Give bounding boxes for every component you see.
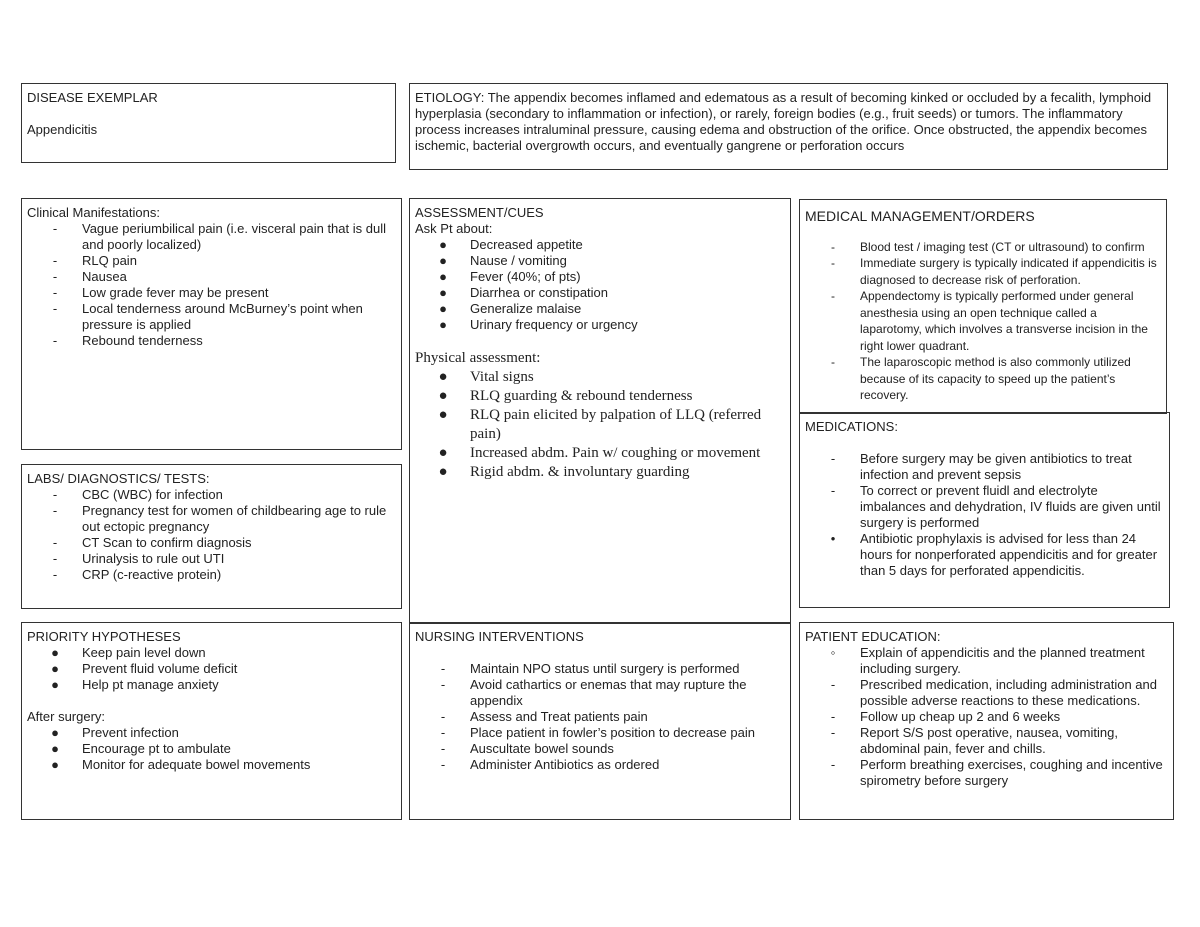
list-item (27, 301, 396, 333)
list-item (415, 661, 785, 677)
list-item (415, 725, 785, 741)
item-text: Pregnancy test for women of childbearing age to rule out ectopic pregnancy (82, 503, 387, 534)
item-text: Report S/S post operative, nausea, vomiting, abdominal pain, fever and chills. (860, 725, 1118, 756)
item-text: Encourage pt to ambulate (82, 741, 231, 756)
list-item (805, 709, 1168, 725)
ask-list (415, 237, 785, 333)
bullet-marker: ● (51, 677, 59, 692)
list-item (415, 741, 785, 757)
item-text: Rebound tenderness (82, 333, 203, 348)
dash-marker: - (440, 709, 446, 724)
item-text: Nausea (82, 269, 127, 284)
item-text: Decreased appetite (470, 237, 583, 252)
list-item (415, 757, 785, 773)
list-item (805, 677, 1168, 709)
item-text: Immediate surgery is typically indicated if appendicitis is diagnosed to decrease risk of perforation. (860, 256, 1157, 287)
medications-box (799, 412, 1170, 608)
bullet-marker: ● (438, 407, 448, 423)
dash-marker: - (52, 269, 58, 284)
after-surgery-title: After surgery: (27, 709, 106, 724)
item-text: RLQ pain (82, 253, 137, 268)
list-item (27, 503, 396, 535)
dash-marker: - (440, 725, 446, 740)
dash-marker: - (52, 551, 58, 566)
medical-management-box (799, 199, 1167, 414)
bullet-marker: ● (51, 645, 59, 660)
physical-list (415, 368, 785, 482)
list-item (27, 285, 396, 301)
bullet-marker: ● (51, 661, 59, 676)
medications-list (805, 451, 1164, 579)
item-text: Prescribed medication, including administration and possible adverse reactions to these medications. (860, 677, 1157, 708)
item-text: Generalize malaise (470, 301, 582, 316)
bullet-marker: ● (439, 253, 447, 268)
bullet-marker: ● (51, 757, 59, 772)
item-text: To correct or prevent fluidl and electrolyte imbalances and dehydration, IV fluids are given until surgery is performed (860, 483, 1161, 530)
item-text: Follow up cheap up 2 and 6 weeks (860, 709, 1061, 724)
priority-title: PRIORITY HYPOTHESES (27, 629, 181, 644)
bullet-marker: ● (51, 741, 59, 756)
item-text: Administer Antibiotics as ordered (470, 757, 660, 772)
list-item (415, 368, 785, 387)
list-item (27, 269, 396, 285)
dash-marker: - (440, 757, 446, 772)
bullet-marker: ● (438, 464, 448, 480)
patient-education-box (799, 622, 1174, 820)
list-item (27, 487, 396, 503)
nursing-list (415, 661, 785, 773)
dash-marker: - (52, 221, 58, 236)
item-text: Maintain NPO status until surgery is performed (470, 661, 740, 676)
disease-exemplar-box (21, 83, 396, 163)
list-item (27, 645, 396, 661)
bullet-marker: • (830, 531, 836, 546)
education-title: PATIENT EDUCATION: (805, 629, 941, 644)
item-text: Explain of appendicitis and the planned treatment including surgery. (860, 645, 1145, 676)
dash-marker: - (52, 535, 58, 550)
after-surgery-list (27, 725, 396, 773)
list-item (805, 531, 1164, 579)
list-item (27, 741, 396, 757)
dash-marker: - (831, 239, 835, 254)
dash-marker: - (830, 677, 836, 692)
bullet-marker: ● (439, 237, 447, 252)
bullet-marker: ● (438, 445, 448, 461)
list-item (27, 221, 396, 253)
dash-marker: - (52, 567, 58, 582)
bullet-marker: ● (51, 725, 59, 740)
item-text: Keep pain level down (82, 645, 206, 660)
list-item (805, 757, 1168, 789)
list-item (805, 255, 1161, 288)
list-item (27, 757, 396, 773)
dash-marker: - (830, 757, 836, 772)
bullet-marker: ● (439, 301, 447, 316)
item-text: RLQ guarding & rebound tenderness (470, 388, 693, 404)
etiology-box (409, 83, 1168, 170)
item-text: Vague periumbilical pain (i.e. visceral pain that is dull and poorly localized) (82, 221, 386, 252)
dash-marker: - (830, 725, 836, 740)
list-item (805, 288, 1161, 354)
item-text: Appendectomy is typically performed under general anesthesia using an open technique called a laparotomy, which involves a transverse incision in the right lower quadrant. (860, 289, 1148, 353)
item-text: Fever (40%; of pts) (470, 269, 581, 284)
dash-marker: - (52, 285, 58, 300)
labs-title: LABS/ DIAGNOSTICS/ TESTS: (27, 471, 210, 486)
dash-marker: - (831, 256, 835, 270)
item-text: Place patient in fowler’s position to decrease pain (470, 725, 755, 740)
dash-marker: - (52, 253, 58, 268)
physical-assessment-section (415, 349, 785, 482)
bullet-marker: ● (438, 369, 448, 385)
labs-diagnostics-box (21, 464, 402, 609)
dash-marker: - (440, 661, 446, 676)
list-item (805, 239, 1161, 256)
dash-marker: - (440, 741, 446, 756)
dash-marker: - (830, 709, 836, 724)
list-item (805, 451, 1164, 483)
item-text: CT Scan to confirm diagnosis (82, 535, 252, 550)
item-text: CBC (WBC) for infection (82, 487, 223, 502)
bullet-marker: ● (439, 317, 447, 332)
priority-hypotheses-box (21, 622, 402, 820)
assessment-title: ASSESSMENT/CUES (415, 205, 544, 220)
disease-name: Appendicitis (27, 122, 98, 137)
clinical-title: Clinical Manifestations: (27, 205, 160, 220)
item-text: Assess and Treat patients pain (470, 709, 648, 724)
item-text: Avoid cathartics or enemas that may rupture the appendix (470, 677, 747, 708)
dash-marker: - (831, 289, 835, 303)
education-list (805, 645, 1168, 789)
etiology-text: ETIOLOGY: The appendix becomes inflamed and edematous as a result of becoming kinked or occluded by a fecalith, lymphoid hyperplasia (secondary to inflammation or infection), or rarely, foreign bodies (e.g., fruit seeds) or tumors. The inflammatory process increases intraluminal pressure, causing edema and obstruction of the orifice. Once obstructed, the appendix becomes ischemic, bacterial overgrowth occurs, and eventually gangrene or perforation occurs (415, 90, 1152, 153)
bullet-marker: ● (439, 269, 447, 284)
item-text: RLQ pain elicited by palpation of LLQ (referred pain) (470, 407, 762, 442)
item-text: Rigid abdm. & involuntary guarding (470, 464, 690, 480)
list-item (415, 253, 785, 269)
item-text: Prevent infection (82, 725, 179, 740)
management-list (805, 239, 1161, 404)
labs-list (27, 487, 396, 583)
nursing-title: NURSING INTERVENTIONS (415, 629, 584, 644)
dash-marker: - (52, 301, 58, 316)
item-text: Perform breathing exercises, coughing and incentive spirometry before surgery (860, 757, 1163, 788)
item-text: Urinary frequency or urgency (470, 317, 638, 332)
item-text: Before surgery may be given antibiotics to treat infection and prevent sepsis (860, 451, 1132, 482)
list-item (415, 709, 785, 725)
dash-marker: - (52, 503, 58, 518)
nursing-interventions-box (409, 622, 791, 820)
list-item (27, 567, 396, 583)
item-text: CRP (c-reactive protein) (82, 567, 222, 582)
dash-marker: - (52, 333, 58, 348)
dash-marker: - (830, 483, 836, 498)
list-item (27, 333, 396, 349)
circle-marker: ◦ (830, 645, 836, 660)
priority-list (27, 645, 396, 693)
item-text: Blood test / imaging test (CT or ultrasound) to confirm (860, 239, 1145, 254)
bullet-marker: ● (438, 388, 448, 404)
list-item (415, 269, 785, 285)
item-text: Nause / vomiting (470, 253, 567, 268)
item-text: Urinalysis to rule out UTI (82, 551, 225, 566)
item-text: Diarrhea or constipation (470, 285, 609, 300)
dash-marker: - (831, 355, 835, 369)
bullet-marker: ● (439, 285, 447, 300)
dash-marker: - (52, 487, 58, 502)
item-text: The laparoscopic method is also commonly utilized because of its capacity to speed up the patient’s recovery. (860, 355, 1131, 402)
list-item (27, 725, 396, 741)
clinical-manifestations-box (21, 198, 402, 450)
assessment-box (409, 198, 791, 624)
list-item (415, 301, 785, 317)
list-item (415, 406, 785, 444)
physical-title: Physical assessment: (415, 350, 541, 366)
item-text: Auscultate bowel sounds (470, 741, 614, 756)
clinical-list (27, 221, 396, 349)
list-item (415, 387, 785, 406)
dash-marker: - (440, 677, 446, 692)
item-text: Prevent fluid volume deficit (82, 661, 238, 676)
list-item (27, 677, 396, 693)
list-item (415, 237, 785, 253)
medications-title: MEDICATIONS: (805, 419, 898, 434)
assessment-subtitle: Ask Pt about: (415, 221, 493, 236)
item-text: Antibiotic prophylaxis is advised for less than 24 hours for nonperforated appendicitis and for greater than 5 days for perforated appendicitis. (860, 531, 1158, 578)
list-item (27, 661, 396, 677)
management-title: MEDICAL MANAGEMENT/ORDERS (805, 208, 1035, 224)
item-text: Monitor for adequate bowel movements (82, 757, 311, 772)
list-item (805, 483, 1164, 531)
item-text: Low grade fever may be present (82, 285, 269, 300)
item-text: Increased abdm. Pain w/ coughing or movement (470, 445, 761, 461)
list-item (415, 444, 785, 463)
list-item (415, 463, 785, 482)
list-item (805, 725, 1168, 757)
dash-marker: - (830, 451, 836, 466)
list-item (27, 535, 396, 551)
list-item (27, 551, 396, 567)
item-text: Local tenderness around McBurney’s point when pressure is applied (82, 301, 363, 332)
item-text: Vital signs (470, 369, 534, 385)
list-item (805, 645, 1168, 677)
item-text: Help pt manage anxiety (82, 677, 219, 692)
list-item (415, 317, 785, 333)
list-item (415, 677, 785, 709)
list-item (415, 285, 785, 301)
exemplar-heading: DISEASE EXEMPLAR (27, 90, 158, 105)
list-item (805, 354, 1161, 404)
list-item (27, 253, 396, 269)
